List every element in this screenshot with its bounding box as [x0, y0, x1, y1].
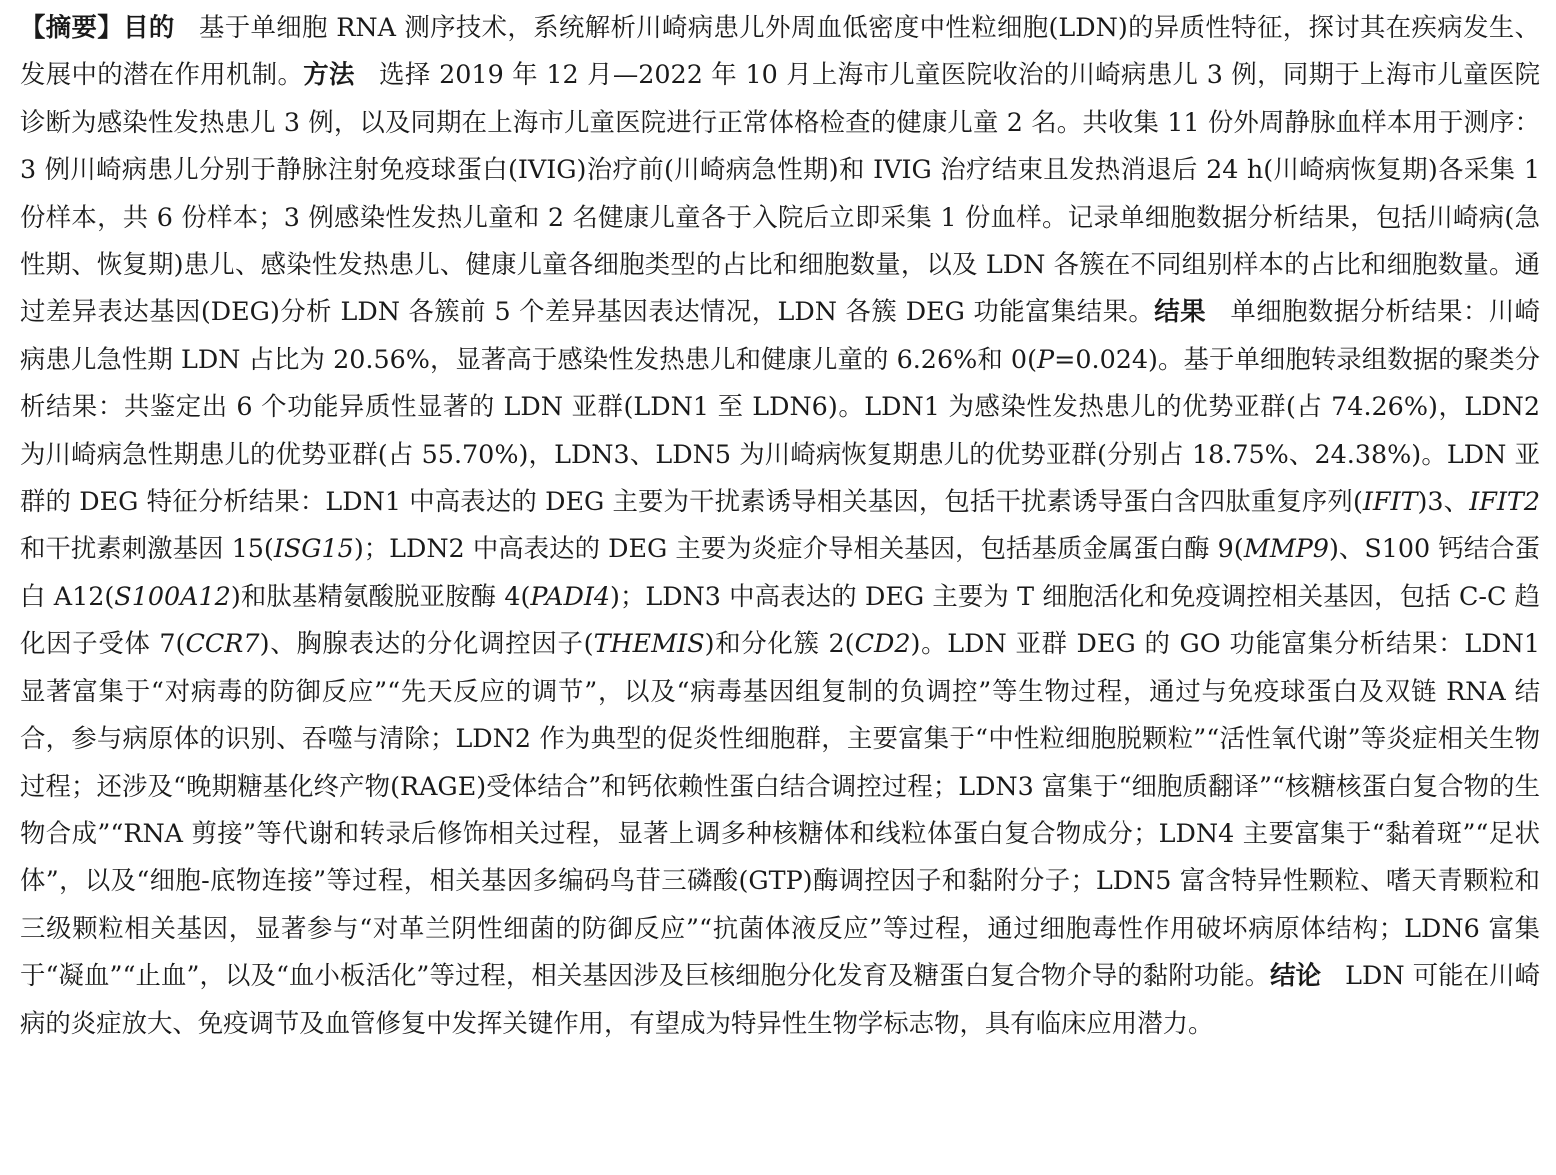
gene-padi4: PADI4 — [530, 580, 611, 611]
gene-themis: THEMIS — [593, 628, 705, 659]
objective-text: 基于单细胞 RNA 测序技术，系统解析川崎病患儿外周血低密度中性粒细胞(LDN)的异质性特征，探讨其在疾病发生、发展中的潜在作用机制。 — [20, 12, 1540, 90]
results-text-a: 单细胞数据分析结果：川崎病患儿急性期 LDN 占比为 20.56%，显著高于感染性发热患儿和健康儿童的 6.26%和 0( — [20, 296, 1541, 374]
results-label: 结果 — [1154, 296, 1206, 327]
results-text-g: )和肽基精氨酸脱亚胺酶 4( — [230, 580, 531, 611]
results-text-f: )、S100 钙结合蛋白 A12( — [20, 533, 1541, 611]
abstract-label: 【摘要】 — [20, 12, 124, 42]
results-text-e: )；LDN2 中高表达的 DEG 主要为炎症介导相关基因，包括基质金属蛋白酶 9( — [353, 533, 1244, 564]
results-text-b: =0.024)。基于单细胞转录组数据的聚类分析结果：共鉴定出 6 个功能异质性显著的 LDN 亚群(LDN1 至 LDN6)。LDN1 为感染性发热患儿的优势亚群(占 74.26%)，LDN2 为川崎病急性期患儿的优势亚群(占 55.70%)，LDN3、LDN5 为川崎病恢复期患儿的优势亚群(分别占 18.75%、24.38%)。LDN 亚群的 DEG 特征分析结果：LDN1 中高表达的 DEG 主要为干扰素诱导相关基因，包括干扰素诱导蛋白含四肽重复序列( — [20, 343, 1540, 517]
results-text-k: )。LDN 亚群 DEG 的 GO 功能富集分析结果：LDN1 显著富集于“对病毒的防御反应”“先天反应的调节”，以及“病毒基因组复制的负调控”等生物过程，通过与免疫球蛋白及双链 RNA 结合，参与病原体的识别、吞噬与清除；LDN2 作为典型的促炎性细胞群，主要富集于“中性粒细胞脱颗粒”“活性氧代谢”等炎症相关生物过程；还涉及“晚期糖基化终产物(RAGE)受体结合”和钙依赖性蛋白结合调控过程；LDN3 富集于“细胞质翻译”“核糖核蛋白复合物的生物合成”“RNA 剪接”等代谢和转录后修饰相关过程，显著上调多种核糖体和线粒体蛋白复合物成分；LDN4 主要富集于“黏着斑”“足状体”，以及“细胞-底物连接”等过程，相关基因多编码鸟苷三磷酸(GTP)酶调控因子和黏附分子；LDN5 富含特异性颗粒、嗜天青颗粒和三级颗粒相关基因，显著参与“对革兰阴性细菌的防御反应”“抗菌体液反应”等过程，通过细胞毒性作用破坏病原体结构；LDN6 富集于“凝血”“止血”，以及“血小板活化”等过程，相关基因涉及巨核细胞分化发育及糖蛋白复合物介导的黏附功能。 — [20, 628, 1540, 991]
methods-text: 选择 2019 年 12 月—2022 年 10 月上海市儿童医院收治的川崎病患儿 3 例，同期于上海市儿童医院诊断为感染性发热患儿 3 例，以及同期在上海市儿童医院进行正常体格检查的健康儿童 2 名。共收集 11 份外周静脉血样本用于测序：3 例川崎病患儿分别于静脉注射免疫球蛋白(IVIG)治疗前(川崎病急性期)和 IVIG 治疗结束且发热消退后 24 h(川崎病恢复期)各采集 1 份样本，共 6 份样本；3 例感染性发热儿童和 2 名健康儿童各于入院后立即采集 1 份血样。记录单细胞数据分析结果，包括川崎病(急性期、恢复期)患儿、感染性发热患儿、健康儿童各细胞类型的占比和细胞数量，以及 LDN 各簇在不同组别样本的占比和细胞数量。通过差异表达基因(DEG)分析 LDN 各簇前 5 个差异基因表达情况，LDN 各簇 DEG 功能富集结果。 — [20, 59, 1540, 327]
gene-ifit2: IFIT2 — [1469, 486, 1541, 517]
results-text-c: )3、 — [1417, 486, 1470, 517]
gene-ccr7: CCR7 — [185, 628, 260, 659]
results-text-h: )；LDN3 中高表达的 DEG 主要为 T 细胞活化和免疫调控相关基因，包括 C-C 趋化因子受体 7( — [20, 580, 1540, 659]
gene-mmp9: MMP9 — [1243, 533, 1329, 564]
results-text-d: 和干扰素刺激基因 15( — [20, 533, 274, 564]
conclusion-label: 结论 — [1270, 960, 1322, 991]
gene-cd2: CD2 — [854, 628, 911, 659]
gene-isg15: ISG15 — [273, 533, 354, 564]
gene-ifit: IFIT — [1362, 486, 1418, 517]
abstract-paragraph — [20, 4, 1540, 1047]
methods-label: 方法 — [303, 59, 355, 90]
results-text-j: )和分化簇 2( — [704, 628, 855, 659]
conclusion-text: LDN 可能在川崎病的炎症放大、免疫调节及血管修复中发挥关键作用，有望成为特异性生物学标志物，具有临床应用潜力。 — [20, 960, 1540, 1038]
gene-s100a12: S100A12 — [114, 580, 231, 611]
results-text-i: )、胸腺表达的分化调控因子( — [259, 628, 594, 659]
objective-label: 目的 — [123, 12, 175, 42]
p-value-symbol: P — [1037, 343, 1055, 374]
